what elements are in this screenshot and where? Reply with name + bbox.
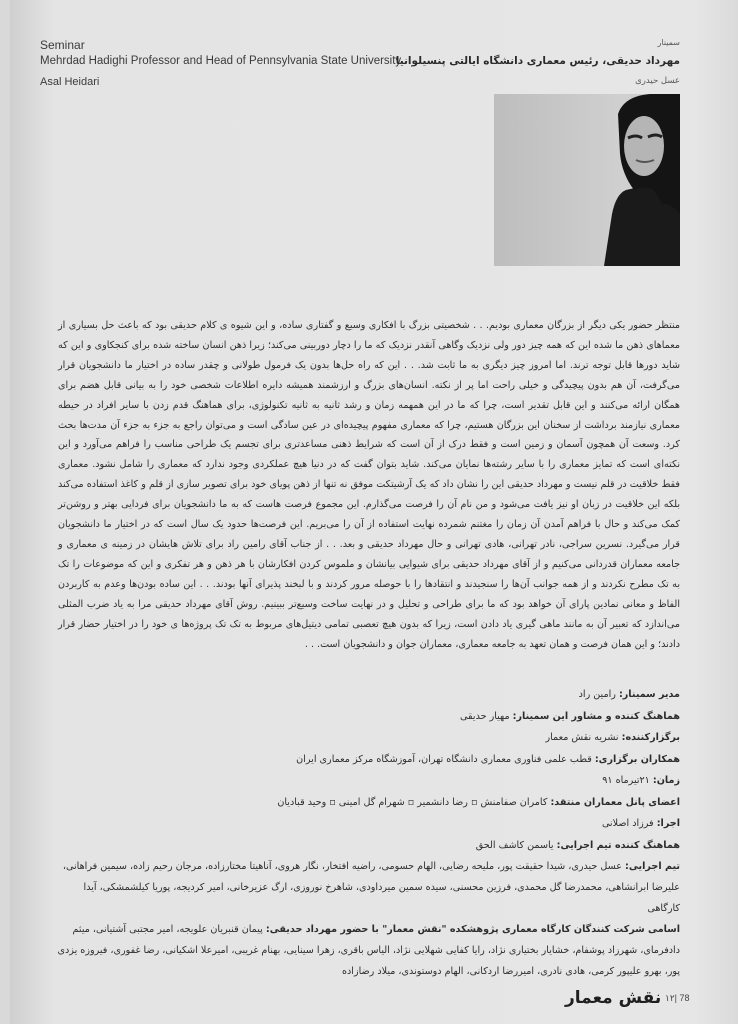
credit-value: عسل حیدری، شیدا حقیقت پور، ملیحه رضایی، الهام حسومی، راضیه افتخار، نگار هروی، آناهیتا مختارزاده، مرجان رحیم زاده، سیمین فراهانی، علیرضا ابرانشاهی، محمدرضا گل محمدی، فرزین محسنی، سیده سمین میرداودی، شاهرخ نوروزی، ارگ عزیرخانی، امیر کردیجه، پوریا کیلشمشکی، آیدا کارگاهی: [62, 861, 680, 914]
credit-label: همکاران برگزاری:: [594, 753, 680, 765]
credit-row: [56, 835, 680, 857]
credit-value: پیمان قنبریان علویجه، امیر مجتبی آشتیانی، میثم دادفرمای، شهرزاد پوشفام، خشایار بختیاری نژاد، رایا کفایی شهلایی نژاد، الیاس باقری، زهرا سینایی، بهنام غریبی، امیرعلا اشکیانی، رضا غفوری، فیروزه یزدی پور، بهرو علیپور کرمی، هادی نادری، امیررضا اردکانی، الهام دوستوندی، میلاد رضازاده: [57, 924, 680, 977]
credit-row: [56, 813, 680, 835]
credit-label: مدیر سمینار:: [618, 689, 680, 700]
page: [10, 0, 738, 1024]
page-footer: [565, 988, 705, 1012]
credit-label: زمان:: [652, 775, 680, 786]
credit-label: تیم اجرایی:: [625, 861, 680, 872]
credit-value: رامین راد: [578, 689, 619, 700]
credit-label: برگزارکننده:: [621, 732, 680, 743]
credit-value: یاسمن کاشف الحق: [475, 839, 557, 851]
credit-value: مهیار حدیقی: [460, 710, 513, 722]
credit-row: [56, 856, 680, 919]
page-number: ۱۲| 78: [665, 993, 690, 1003]
article-body: منتظر حضور یکی دیگر از بزرگان معماری بودیم. . . شخصیتی بزرگ با افکاری وسیع و گفتاری ساده، و این شیوه ی کلام حدیقی بود که باعث حل بسیاری از معماهای ذهن ما شده این که همه چیز دور ولی نزدیک وگاهی آنقدر نزدیک که ما را دچار دوربینی می‌کند؛ زیرا ذهن انسان ساخته شده برای کنجکاوی و این که شاید دورها قابل توجه ترند. اما امروز چیز دیگری به ما ثابت شد. . . این که راه حل‌ها بدون یک فرمول طولانی و چقدر ساده در اختیار ما دانشجویان قرار می‌گرفت، آن هم بدون پیچیدگی و خیلی راحت اما پر از نکته. انسان‌های بزرگ و ارزشمند همیشه دایره اطلاعات شخصی خود را به بیانی قابل هضم برای همگان ارائه می‌کنند و این قابل تقدیر است، چرا که ما در این همهمه زمان و رشد ثانیه به ثانیه تکنولوژی، برای هماهنگ قدم زدن با سایر افراد در حیطه معماری نیازمند برداشت از سخنان این بزرگان هستیم، چرا که معماری مفهوم پیچیده‌ای در عین سادگی است و می‌توان راجع به جزء به جزء آن مدت‌ها بحث کرد. وسعت آن همچون آسمان و زمین است و فقط درک از آن است که شرایط ذهنی مساعدتری برای تجسم یک طراحی مناسب را فراهم می‌آورد و این نکته‌ای است که تمایز معماری را با سایر رشته‌ها نمایان می‌کند. شاید بتوان گفت که در دنیا هیچ عملکردی وجود ندارد که معماری را شامل نشود. معماری فقط خلاقیت در قلم نیست و مهرداد حدیقی این را نشان داد که یک آرشیتکت موفق نه تنها از ذهن پویای خود برای تصویر سازی از قلم و کاغذ استفاده می‌کند بلکه این خلاقیت در زبان او نیز یافت می‌شود و من نام آن را فرصت می‌گذارم. این مجموع فرصت هاست که به ما دانشجویان برای فردایی بهتر و روشن‌تر کمک می‌کند و حال با فراهم آمدن آن زمان را مغتنم شمرده نهایت استفاده از آن را می‌بریم. این فرصت‌ها حدود یک سال است که در اختیار ما دانشجویان قرار می‌گیرد. نسرین سراجی، نادر تهرانی، هادی تهرانی و حال مهرداد حدیقی و بعد. . . از جناب آقای رامین راد برای تلاش هایشان در زمینه ی معماری و جامعه معماران قدردانی می‌کنیم و از آقای مهرداد حدیقی برای شیوایی بیانشان و ملموس کردن افکارشان با هر ذهن و هر تفکری و این که موضوعات را تک به تک مطرح نکردند و از همه جوانب آن‌ها را سنجیدند و انتقادها را با حوصله مرور کردند و با لبخند پذیرای آنها بودند. . . این ساده بودن‌ها وعدم به کاربردن الفاظ و معانی نمادین پارای آن خواهد بود که ما برای طراحی و تحلیل و در نهایت ساخت وسیع‌تر ببینیم. روش آقای مهرداد حدیقی مرا به یاد ضرب المثلی می‌اندازد که تعبیر آن به مانند ماهی گیری یاد دادن است، زیرا که بدون هیچ تعصبی تمامی دیتیل‌های مربوط به تک تک پروژه‌ها ی خود را در اختیار حضار قرار دادند؛ و این همان فرصت و همان تعهد به جامعه معماری، معماران جوان و دانشجویان است. . .: [58, 320, 680, 650]
credit-value: فرزاد اصلانی: [601, 818, 657, 829]
credit-value: ۲۱تیرماه ۹۱: [602, 775, 653, 786]
credit-row: [56, 684, 680, 706]
credit-value: نشریه نقش معمار: [545, 732, 622, 743]
author-name-en: Asal Heidari: [40, 76, 100, 88]
credit-label: اسامی شرکت کنندگان کارگاه معماری پژوهشکده "نقش معمار" با حضور مهرداد حدیقی:: [265, 924, 680, 935]
section-kicker-en: Seminar: [40, 38, 85, 52]
credit-row: [56, 749, 680, 771]
credit-label: اجرا:: [656, 818, 680, 829]
author-photo: [494, 94, 680, 266]
author-name-fa: عسل حیدری: [635, 76, 680, 86]
credit-label: هماهنگ کننده تیم اجرایی:: [556, 839, 680, 851]
credits-block: [56, 684, 680, 982]
article-title-fa: مهرداد حدیقی، رئیس معماری دانشگاه ایالتی پنسیلوانیا: [395, 55, 680, 67]
magazine-logo: نقش معمار: [565, 988, 662, 1008]
credit-row: [56, 792, 680, 814]
section-kicker-fa: سمینار: [657, 38, 680, 47]
credit-row: [56, 919, 680, 982]
credit-label: هماهنگ کننده و مشاور این سمینار:: [512, 710, 680, 722]
credit-value: قطب علمی فناوری معماری دانشگاه تهران، آموزشگاه مرکز معماری ایران: [296, 753, 595, 765]
credit-row: [56, 706, 680, 728]
credit-row: [56, 727, 680, 749]
credit-row: [56, 770, 680, 792]
credit-label: اعضای پانل معماران منتقد:: [550, 796, 680, 808]
article-title-en: Mehrdad Hadighi Professor and Head of Pennsylvania State University: [40, 55, 402, 67]
credit-value: کامران صفامنش ▫ رضا دانشمیر ▫ شهرام گل امینی ▫ وحید قبادیان: [277, 796, 551, 808]
